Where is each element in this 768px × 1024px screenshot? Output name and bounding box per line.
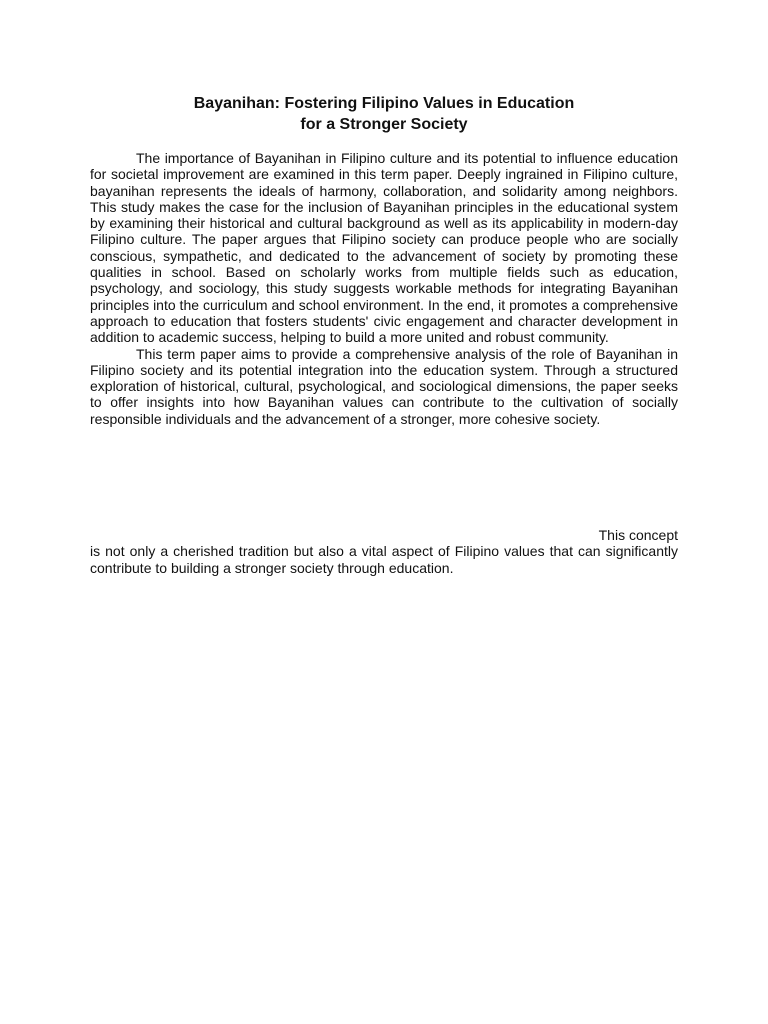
paragraph-abstract: The importance of Bayanihan in Filipino culture and its potential to influence education for societal improvement are examined in this term paper. Deeply ingrained in Filipino culture, bayanihan represents the ideals of harmony, collaboration, and solidarity among neighbors. This study makes the case for the inclusion of Bayanihan principles in the educational system by examining their historical and cultural background as well as its applicability in modern-day Filipino culture. The paper argues that Filipino society can produce people who are socially conscious, sympathetic, and dedicated to the advancement of society by promoting these qualities in school. Based on scholarly works from multiple fields such as education, psychology, and sociology, this study suggests workable methods for integrating Bayanihan principles into the curriculum and school environment. In the end, it promotes a comprehensive approach to education that fosters students' civic engagement and character development in addition to academic success, helping to build a more united and robust community. xyxy=(90,150,678,346)
title-line-1: Bayanihan: Fostering Filipino Values in Education xyxy=(193,95,575,112)
text-fragment xyxy=(90,527,678,576)
paragraph-aim: This term paper aims to provide a comprehensive analysis of the role of Bayanihan in Filipino society and its potential integration into the education system. Through a structured exploration of historical, cultural, psychological, and sociological dimensions, the paper seeks to offer insights into how Bayanihan values can contribute to the cultivation of socially responsible individuals and the advancement of a stronger, more cohesive society. xyxy=(90,345,678,427)
fragment-first-line: This concept xyxy=(598,527,678,543)
title-line-2: for a Stronger Society xyxy=(300,116,468,133)
body-text xyxy=(90,150,678,427)
page-title xyxy=(0,93,768,135)
fragment-rest: is not only a cherished tradition but also a vital aspect of Filipino values that can significantly contribute to building a stronger society through education. xyxy=(90,543,678,576)
